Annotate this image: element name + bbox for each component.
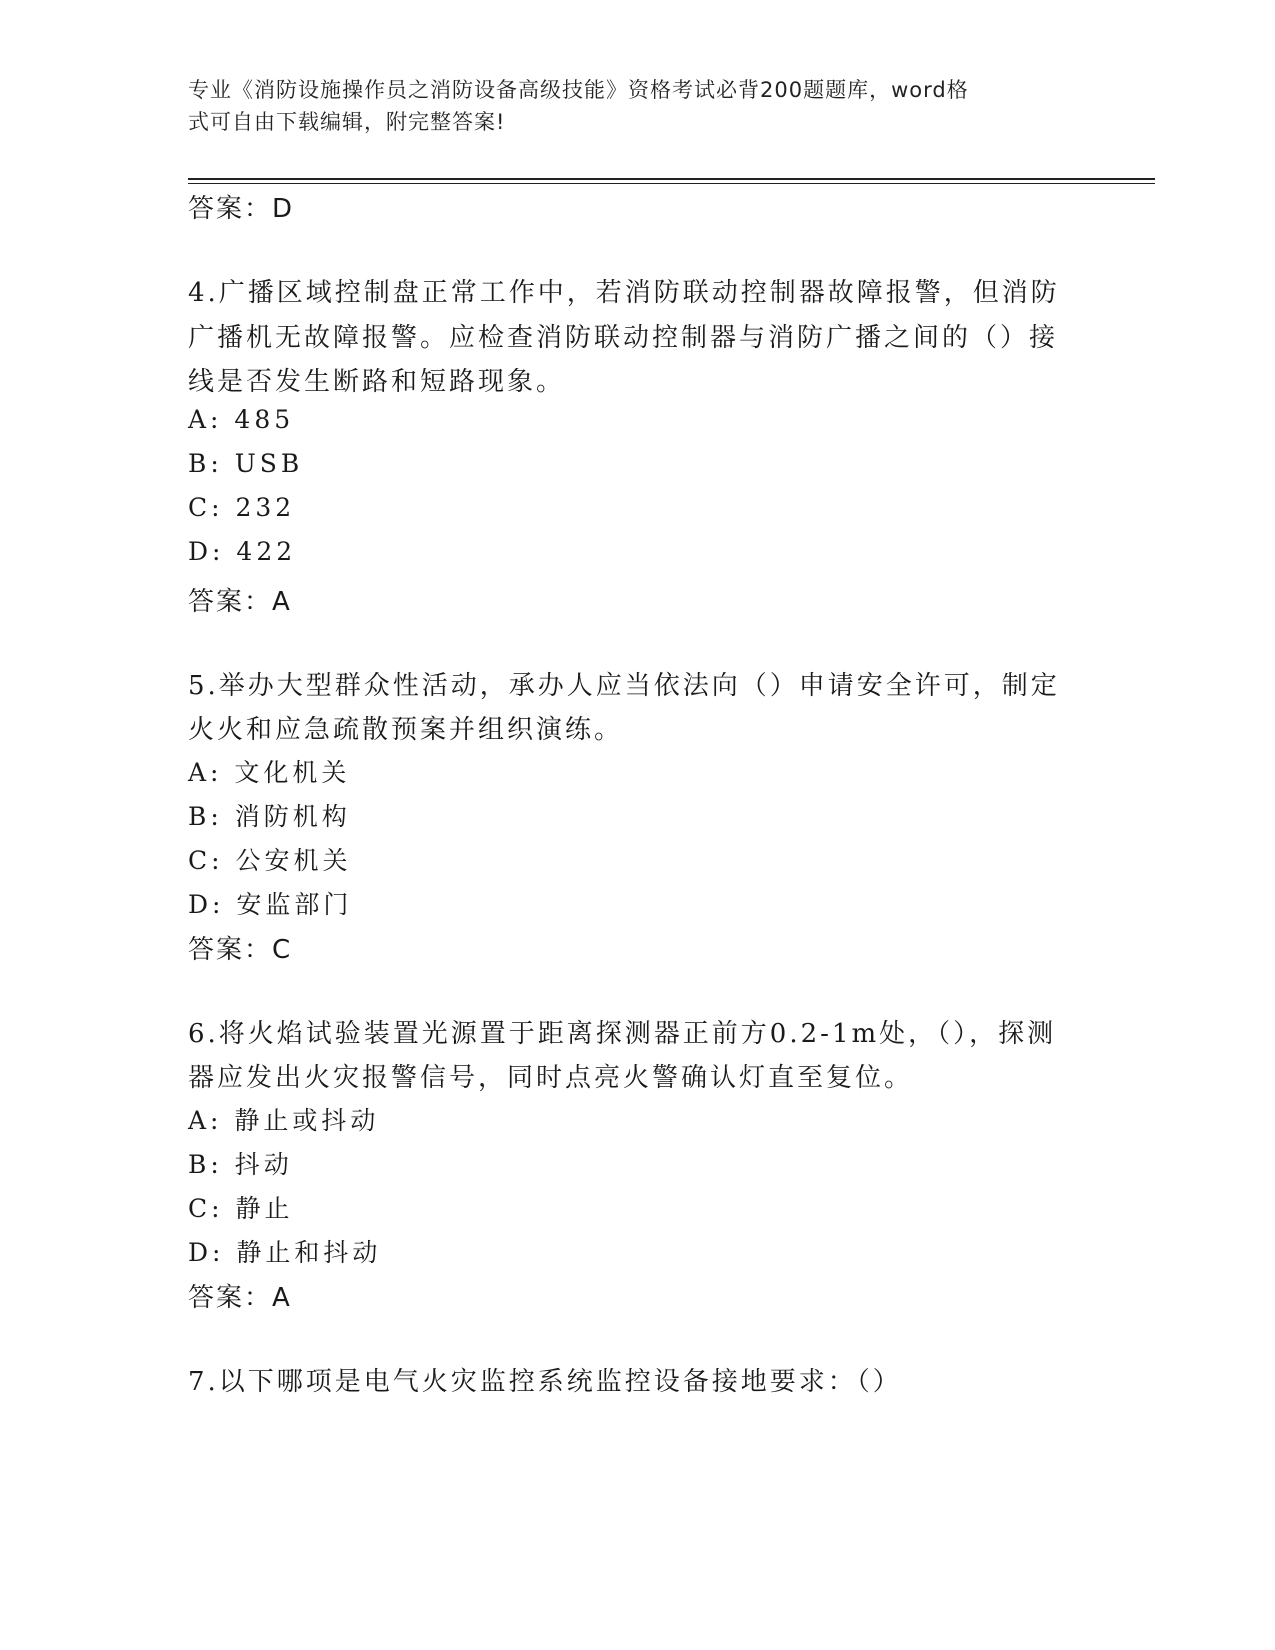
answer: 答案：A (188, 587, 292, 617)
option-d: D: 422 (188, 537, 297, 566)
question-stem-line: 6.将火焰试验装置光源置于距离探测器正前方0.2-1m处，（），探测 (188, 1019, 1057, 1049)
option-b: B: USB (188, 449, 304, 478)
question-stem-line: 5.举办大型群众性活动，承办人应当依法向（）申请安全许可，制定 (188, 671, 1060, 701)
question-stem-line: 4.广播区域控制盘正常工作中，若消防联动控制器故障报警，但消防 (188, 278, 1060, 308)
answer: 答案：A (188, 1283, 292, 1313)
question-stem-line: 器应发出火灾报警信号，同时点亮火警确认灯直至复位。 (188, 1063, 914, 1093)
previous-answer: 答案：D (188, 194, 295, 224)
question-stem-line: 线是否发生断路和短路现象。 (188, 367, 566, 397)
header-line-1: 专业《消防设施操作员之消防设备高级技能》资格考试必背200题题库，word格 (188, 78, 969, 102)
option-d: D: 安监部门 (188, 890, 353, 919)
option-b: B: 消防机构 (188, 802, 351, 831)
document-header (188, 74, 1068, 138)
option-c: C: 静止 (188, 1194, 294, 1223)
question-stem-line: 火火和应急疏散预案并组织演练。 (188, 715, 624, 745)
header-line-2: 式可自由下载编辑，附完整答案! (188, 110, 506, 134)
header-divider-thick (188, 178, 1155, 180)
header-divider-thin (188, 183, 1155, 184)
option-c: C: 232 (188, 493, 296, 522)
option-a: A: 静止或抖动 (188, 1106, 380, 1135)
question-stem-line: 广播机无故障报警。应检查消防联动控制器与消防广播之间的（）接 (188, 323, 1059, 353)
option-a: A: 文化机关 (188, 758, 351, 787)
option-b: B: 抖动 (188, 1150, 293, 1179)
question-stem-line: 7.以下哪项是电气火灾监控系统监控设备接地要求：（） (188, 1367, 902, 1397)
option-d: D: 静止和抖动 (188, 1238, 382, 1267)
option-c: C: 公安机关 (188, 846, 352, 875)
option-a: A: 485 (188, 405, 295, 434)
answer: 答案：C (188, 935, 293, 965)
